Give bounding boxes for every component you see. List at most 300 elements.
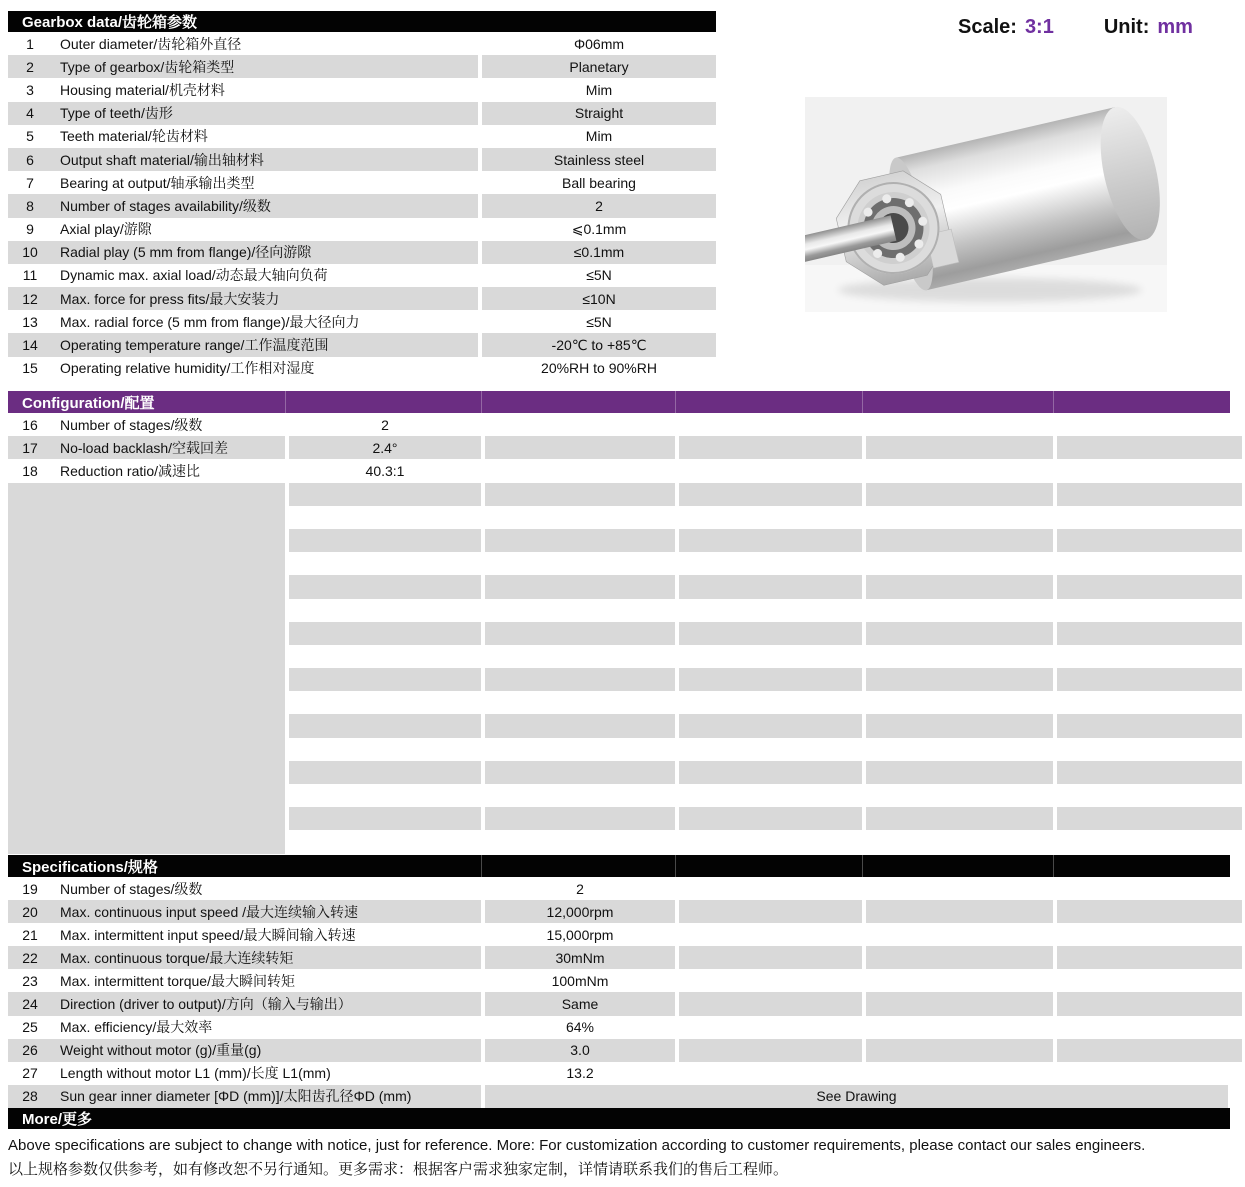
table-cell — [485, 529, 675, 552]
table-cell — [679, 691, 862, 714]
table-cell — [679, 506, 862, 529]
table-row — [8, 506, 1242, 529]
row-number: 15 — [22, 360, 38, 377]
row-label: Max. efficiency/最大效率 — [60, 1019, 213, 1036]
row-number: 26 — [22, 1042, 38, 1059]
row-value: 12,000rpm — [546, 903, 614, 920]
table-cell — [482, 357, 716, 380]
table-cell — [485, 923, 675, 946]
row-value: ≤10N — [582, 290, 616, 307]
row-number: 10 — [22, 244, 38, 261]
row-number: 4 — [26, 105, 34, 122]
table-cell — [8, 784, 285, 807]
table-cell — [8, 1085, 481, 1108]
table-cell — [679, 784, 862, 807]
table-row — [8, 483, 1242, 506]
table-cell — [866, 459, 1053, 482]
table-cell — [1057, 946, 1242, 969]
table-cell — [8, 55, 478, 78]
table-cell — [482, 55, 716, 78]
table-row — [8, 357, 716, 380]
row-number: 18 — [22, 462, 38, 479]
table-cell — [679, 877, 862, 900]
table-cell — [485, 784, 675, 807]
table-row — [8, 691, 1242, 714]
row-number: 1 — [26, 35, 34, 52]
table-cell — [679, 483, 862, 506]
table-cell — [485, 1062, 675, 1085]
table-row — [8, 55, 716, 78]
table-cell — [482, 241, 716, 264]
row-value: -20℃ to +85℃ — [551, 336, 647, 353]
row-label: Max. continuous torque/最大连续转矩 — [60, 949, 294, 966]
table-row — [8, 923, 1242, 946]
row-value: Φ06mm — [573, 35, 625, 52]
table-cell — [866, 923, 1053, 946]
table-cell — [482, 264, 716, 287]
row-value: See Drawing — [816, 1088, 897, 1105]
table-cell — [8, 194, 478, 217]
table-row — [8, 218, 716, 241]
table-cell — [866, 483, 1053, 506]
row-number: 21 — [22, 926, 38, 943]
table-row — [8, 287, 716, 310]
table-cell — [1057, 923, 1242, 946]
table-cell — [679, 1062, 862, 1085]
row-value: Planetary — [569, 58, 629, 75]
table-cell — [866, 784, 1053, 807]
table-cell — [8, 357, 478, 380]
table-cell — [679, 1016, 862, 1039]
table-cell — [866, 529, 1053, 552]
table-cell — [485, 436, 675, 459]
table-cell — [289, 459, 481, 482]
row-number: 25 — [22, 1019, 38, 1036]
row-number: 12 — [22, 290, 38, 307]
table-cell — [8, 529, 285, 552]
table-cell — [8, 436, 285, 459]
table-cell — [679, 830, 862, 853]
row-label: Number of stages/级数 — [60, 416, 203, 433]
table-cell — [866, 552, 1053, 575]
scale-label: Scale: — [958, 16, 1017, 38]
specifications-section — [8, 855, 1242, 1108]
table-cell — [1057, 784, 1242, 807]
table-cell — [8, 830, 285, 853]
row-label: Housing material/机壳材料 — [60, 81, 225, 98]
table-cell — [289, 830, 481, 853]
table-cell — [289, 807, 481, 830]
row-value: Ball bearing — [562, 174, 636, 191]
table-cell — [482, 218, 716, 241]
table-cell — [1057, 761, 1242, 784]
row-number: 7 — [26, 174, 34, 191]
table-cell — [1057, 645, 1242, 668]
table-cell — [289, 436, 481, 459]
row-value: 2.4° — [372, 439, 398, 456]
table-row — [8, 194, 716, 217]
table-cell — [485, 738, 675, 761]
table-cell — [866, 645, 1053, 668]
row-label: Outer diameter/齿轮箱外直径 — [60, 35, 242, 52]
table-cell — [1057, 552, 1242, 575]
table-row — [8, 900, 1242, 923]
table-cell — [8, 264, 478, 287]
table-cell — [8, 969, 481, 992]
table-cell — [866, 599, 1053, 622]
table-cell — [485, 645, 675, 668]
table-row — [8, 1085, 1242, 1108]
row-label: Bearing at output/轴承输出类型 — [60, 174, 255, 191]
table-cell — [8, 1039, 481, 1062]
table-cell — [289, 714, 481, 737]
table-cell — [866, 1016, 1053, 1039]
table-cell — [866, 622, 1053, 645]
row-value: Straight — [574, 105, 624, 122]
row-value: 13.2 — [566, 1065, 594, 1082]
table-cell — [8, 218, 478, 241]
section-title: Specifications/规格 — [22, 858, 158, 876]
row-value: Mim — [585, 128, 613, 145]
row-number: 11 — [22, 267, 38, 284]
row-value: 30mNm — [555, 949, 605, 966]
product-image — [805, 97, 1167, 312]
table-row — [8, 830, 1242, 853]
row-number: 24 — [22, 996, 38, 1013]
table-cell — [679, 436, 862, 459]
table-cell — [8, 714, 285, 737]
row-value: Mim — [585, 81, 613, 98]
row-label: Operating relative humidity/工作相对湿度 — [60, 360, 315, 377]
row-number: 20 — [22, 903, 38, 920]
table-cell — [679, 1039, 862, 1062]
table-cell — [1057, 807, 1242, 830]
table-cell — [1057, 575, 1242, 598]
table-cell — [8, 738, 285, 761]
table-cell — [8, 483, 285, 506]
table-cell — [866, 969, 1053, 992]
table-cell — [866, 900, 1053, 923]
table-cell — [485, 483, 675, 506]
row-number: 6 — [26, 151, 34, 168]
table-cell — [485, 900, 675, 923]
row-label: Number of stages availability/级数 — [60, 197, 271, 214]
row-number: 5 — [26, 128, 34, 145]
table-cell — [1057, 599, 1242, 622]
configuration-section — [8, 391, 1242, 854]
table-cell — [8, 241, 478, 264]
table-cell — [679, 552, 862, 575]
table-cell — [679, 714, 862, 737]
table-cell — [485, 877, 675, 900]
table-row — [8, 599, 1242, 622]
row-value: Same — [561, 996, 599, 1013]
table-cell — [485, 1039, 675, 1062]
table-row — [8, 1062, 1242, 1085]
table-cell — [485, 807, 675, 830]
table-cell — [8, 599, 285, 622]
table-cell — [679, 459, 862, 482]
table-cell — [679, 599, 862, 622]
table-cell — [289, 761, 481, 784]
table-cell — [679, 807, 862, 830]
table-cell — [289, 575, 481, 598]
table-row — [8, 668, 1242, 691]
table-cell — [1057, 413, 1242, 436]
table-cell — [1057, 992, 1242, 1015]
table-cell — [8, 413, 285, 436]
row-value: ≤0.1mm — [573, 244, 625, 261]
table-cell — [289, 413, 481, 436]
table-cell — [8, 552, 285, 575]
table-cell — [289, 622, 481, 645]
table-cell — [485, 459, 675, 482]
table-cell — [289, 784, 481, 807]
table-cell — [8, 333, 478, 356]
table-cell — [679, 413, 862, 436]
table-cell — [1057, 483, 1242, 506]
table-cell — [482, 333, 716, 356]
table-cell — [8, 691, 285, 714]
unit-value: mm — [1157, 16, 1193, 38]
table-cell — [8, 645, 285, 668]
table-cell — [482, 310, 716, 333]
table-cell — [485, 575, 675, 598]
table-cell — [1057, 622, 1242, 645]
row-value: 40.3:1 — [365, 462, 405, 479]
table-cell — [679, 761, 862, 784]
table-row — [8, 877, 1242, 900]
table-row — [8, 241, 716, 264]
table-row — [8, 529, 1242, 552]
row-value: ≤5N — [586, 267, 612, 284]
row-label: Direction (driver to output)/方向（输入与输出） — [60, 996, 352, 1013]
row-label: Max. radial force (5 mm from flange)/最大径向力 — [60, 313, 360, 330]
table-cell — [679, 645, 862, 668]
row-label: Reduction ratio/减速比 — [60, 462, 201, 479]
table-row — [8, 459, 1242, 482]
table-cell — [1057, 877, 1242, 900]
scale-unit-header — [958, 16, 1193, 39]
table-cell — [485, 992, 675, 1015]
table-cell — [8, 575, 285, 598]
row-value: 2 — [595, 197, 603, 214]
section-title: More/更多 — [22, 1111, 93, 1128]
table-cell — [485, 946, 675, 969]
table-cell — [8, 506, 285, 529]
disclaimer-chinese: 以上规格参数仅供参考，如有修改恕不另行通知。更多需求：根据客户需求独家定制，详情请联系我们的售后工程师。 — [8, 1161, 789, 1178]
more-section-title-bar — [8, 1108, 1230, 1129]
row-number: 13 — [22, 313, 38, 330]
table-row — [8, 333, 716, 356]
table-row — [8, 264, 716, 287]
row-number: 3 — [26, 81, 34, 98]
table-row — [8, 738, 1242, 761]
table-cell — [679, 969, 862, 992]
table-row — [8, 946, 1242, 969]
row-number: 2 — [26, 58, 34, 75]
gearbox-section-title-bar — [8, 11, 716, 32]
row-label: Max. intermittent input speed/最大瞬间输入转速 — [60, 926, 356, 943]
table-cell — [1057, 459, 1242, 482]
table-cell — [679, 575, 862, 598]
table-cell — [1057, 830, 1242, 853]
row-value: 20%RH to 90%RH — [541, 360, 657, 377]
table-cell — [482, 171, 716, 194]
table-row — [8, 125, 716, 148]
row-value: 3.0 — [570, 1042, 590, 1059]
table-cell — [8, 459, 285, 482]
row-number: 9 — [26, 221, 34, 238]
table-cell — [8, 32, 478, 55]
table-cell — [485, 969, 675, 992]
table-row — [8, 436, 1242, 459]
table-cell — [8, 807, 285, 830]
row-number: 16 — [22, 416, 38, 433]
table-cell — [866, 946, 1053, 969]
row-value: ≤5N — [586, 313, 612, 330]
table-cell — [8, 877, 481, 900]
table-cell — [866, 877, 1053, 900]
table-cell — [485, 1016, 675, 1039]
table-cell — [482, 194, 716, 217]
row-value: 2 — [381, 416, 389, 433]
table-cell — [289, 506, 481, 529]
row-label: Operating temperature range/工作温度范围 — [60, 337, 329, 354]
row-label: Type of teeth/齿形 — [60, 105, 173, 122]
table-cell — [866, 668, 1053, 691]
table-row — [8, 645, 1242, 668]
table-cell — [866, 807, 1053, 830]
table-cell — [485, 1085, 1228, 1108]
table-cell — [482, 32, 716, 55]
scale-field — [958, 16, 1054, 39]
row-number: 17 — [22, 439, 38, 456]
disclaimer-english: Above specifications are subject to change with notice, just for reference. More: For customization according to customer requirements, please contact our sales engineers. — [8, 1137, 1146, 1154]
table-row — [8, 102, 716, 125]
table-cell — [679, 946, 862, 969]
table-cell — [8, 125, 478, 148]
table-cell — [866, 830, 1053, 853]
table-cell — [866, 506, 1053, 529]
table-cell — [8, 171, 478, 194]
row-value: 64% — [565, 1019, 595, 1036]
configuration-table — [8, 413, 1242, 854]
table-cell — [866, 761, 1053, 784]
row-label: Max. force for press fits/最大安装力 — [60, 290, 280, 307]
table-cell — [1057, 529, 1242, 552]
row-label: Sun gear inner diameter [ΦD (mm)]/太阳齿孔径ΦD (mm) — [60, 1088, 412, 1105]
table-cell — [485, 506, 675, 529]
table-row — [8, 78, 716, 101]
table-cell — [289, 529, 481, 552]
unit-field — [1104, 16, 1193, 39]
configuration-section-title-bar — [8, 391, 1230, 413]
table-cell — [485, 413, 675, 436]
table-cell — [289, 552, 481, 575]
table-cell — [8, 923, 481, 946]
table-cell — [8, 668, 285, 691]
table-cell — [1057, 691, 1242, 714]
table-row — [8, 1039, 1242, 1062]
table-cell — [8, 992, 481, 1015]
table-cell — [866, 714, 1053, 737]
table-cell — [1057, 436, 1242, 459]
table-cell — [8, 78, 478, 101]
row-label: Type of gearbox/齿轮箱类型 — [60, 58, 235, 75]
table-cell — [289, 691, 481, 714]
row-label: Dynamic max. axial load/动态最大轴向负荷 — [60, 267, 328, 284]
table-cell — [8, 1062, 481, 1085]
section-title: Gearbox data/齿轮箱参数 — [22, 14, 198, 31]
table-cell — [482, 125, 716, 148]
table-cell — [485, 599, 675, 622]
row-number: 22 — [22, 949, 38, 966]
table-cell — [679, 529, 862, 552]
table-cell — [1057, 969, 1242, 992]
table-cell — [679, 900, 862, 923]
table-cell — [8, 900, 481, 923]
table-cell — [289, 599, 481, 622]
more-section — [8, 1108, 1230, 1179]
table-cell — [1057, 714, 1242, 737]
row-label: Radial play (5 mm from flange)/径向游隙 — [60, 244, 312, 261]
table-row — [8, 171, 716, 194]
unit-label: Unit: — [1103, 16, 1150, 38]
row-number: 28 — [22, 1088, 38, 1105]
table-row — [8, 575, 1242, 598]
table-cell — [1057, 900, 1242, 923]
table-cell — [1057, 506, 1242, 529]
row-value: 15,000rpm — [546, 926, 614, 943]
specifications-table — [8, 877, 1242, 1108]
table-cell — [8, 1016, 481, 1039]
table-cell — [1057, 668, 1242, 691]
table-cell — [289, 738, 481, 761]
table-cell — [482, 287, 716, 310]
table-cell — [482, 148, 716, 171]
table-row — [8, 969, 1242, 992]
row-label: No-load backlash/空载回差 — [60, 439, 229, 456]
table-row — [8, 552, 1242, 575]
table-cell — [1057, 1016, 1242, 1039]
row-number: 19 — [22, 880, 38, 897]
table-row — [8, 1016, 1242, 1039]
table-row — [8, 714, 1242, 737]
table-row — [8, 992, 1242, 1015]
row-number: 8 — [26, 197, 34, 214]
table-cell — [8, 946, 481, 969]
row-label: Number of stages/级数 — [60, 880, 203, 897]
table-cell — [679, 668, 862, 691]
table-cell — [482, 78, 716, 101]
table-row — [8, 807, 1242, 830]
row-number: 14 — [22, 337, 38, 354]
row-value: Stainless steel — [553, 151, 645, 168]
section-title: Configuration/配置 — [22, 394, 155, 412]
specifications-section-title-bar — [8, 855, 1230, 877]
table-row — [8, 310, 716, 333]
row-label: Axial play/游隙 — [60, 221, 152, 238]
table-row — [8, 413, 1242, 436]
table-cell — [679, 738, 862, 761]
scale-value: 3:1 — [1024, 16, 1054, 38]
table-cell — [866, 1039, 1053, 1062]
table-cell — [485, 830, 675, 853]
table-cell — [679, 992, 862, 1015]
row-number: 27 — [22, 1065, 38, 1082]
table-cell — [289, 645, 481, 668]
